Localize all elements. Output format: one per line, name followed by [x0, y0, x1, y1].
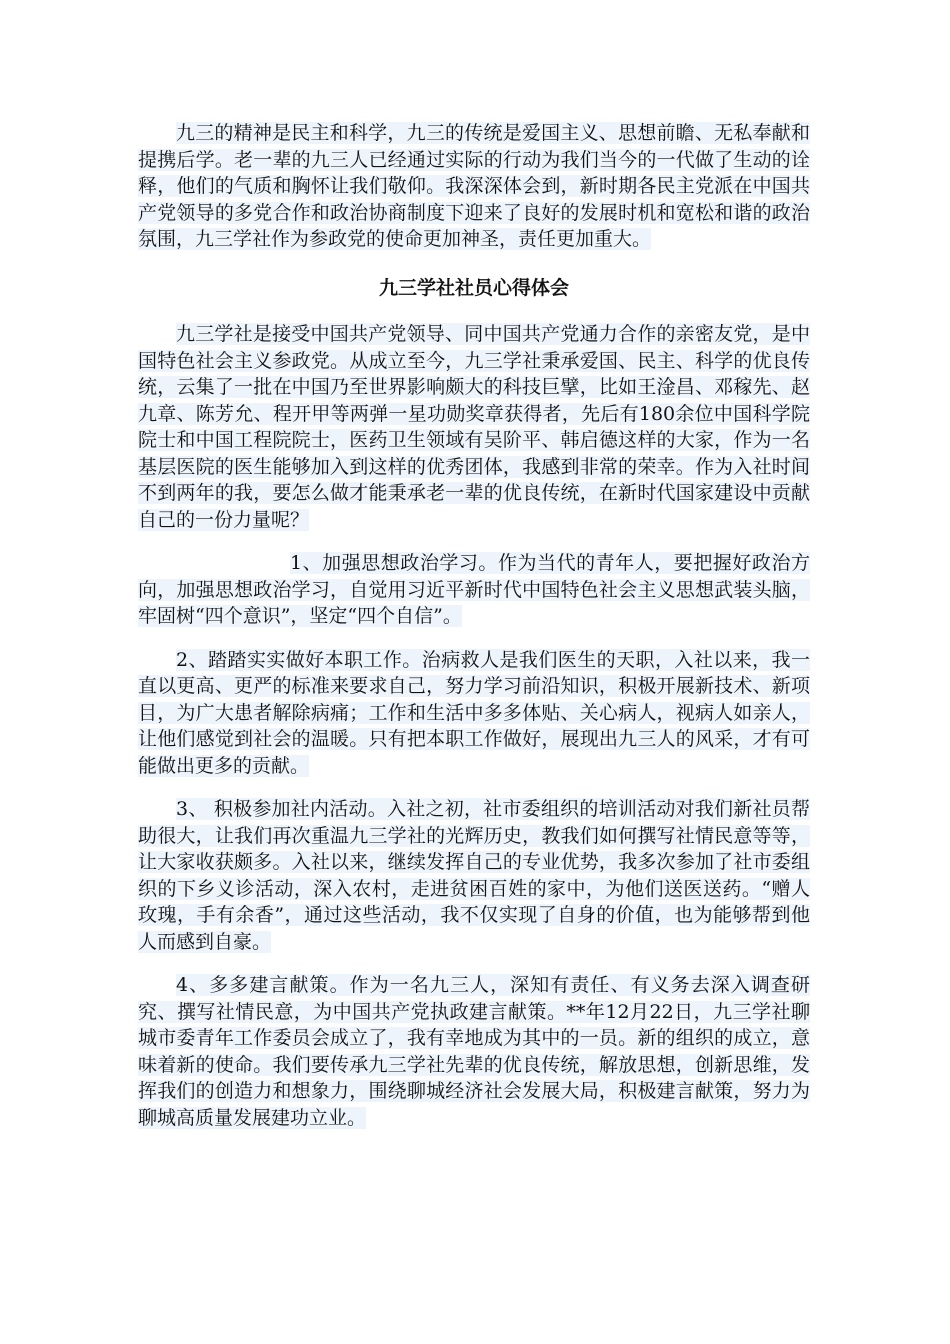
paragraph-point-2-text: 2、踏踏实实做好本职工作。治病救人是我们医生的天职，入社以来，我一直以更高、更严的标准来要求自己，努力学习前沿知识，积极开展新技术、新项目，为广大患者解除病痛；工作和生活中多多体贴、关心病人，视病人如亲人，让他们感觉到社会的温暖。只有把本职工作做好，展现出九三人的风采，才有可能做出更多的贡献。	[138, 648, 810, 777]
intro-paragraph-text: 九三的精神是民主和科学，九三的传统是爱国主义、思想前瞻、无私奉献和提携后学。老一辈的九三人已经通过实际的行动为我们当今的一代做了生动的诠释，他们的气质和胸怀让我们敬仰。我深深体会到，新时期各民主党派在中国共产党领导的多党合作和政治协商制度下迎来了良好的发展时机和宽松和谐的政治氛围，九三学社作为参政党的使命更加神圣，责任更加重大。	[138, 122, 810, 250]
paragraph-point-3-text: 3、 积极参加社内活动。入社之初，社市委组织的培训活动对我们新社员帮助很大，让我们再次重温九三学社的光辉历史，教我们如何撰写社情民意等等，让大家收获颇多。入社以来，继续发挥自己的专业优势，我多次参加了社市委组织的下乡义诊活动，深入农村，走进贫困百姓的家中，为他们送医送药。“赠人玫瑰，手有余香”，通过这些活动，我不仅实现了自身的价值，也为能够帮到他人而感到自豪。	[138, 798, 810, 953]
paragraph-point-4-text: 4、多多建言献策。作为一名九三人，深知有责任、有义务去深入调查研究、撰写社情民意，为中国共产党执政建言献策。**年12月22日，九三学社聊城市委青年工作委员会成立了，我有幸地成为其中的一员。新的组织的成立，意味着新的使命。我们要传承九三学社先辈的优良传统，解放思想，创新思维，发挥我们的创造力和想象力，围绕聊城经济社会发展大局，积极建言献策，努力为聊城高质量发展建功立业。	[138, 974, 810, 1129]
paragraph-overview	[138, 321, 810, 533]
paragraph-point-3	[138, 796, 810, 955]
paragraph-point-4	[138, 972, 810, 1131]
paragraph-point-2	[138, 647, 810, 780]
section-heading: 九三学社社员心得体会	[378, 276, 569, 299]
document-page	[138, 120, 810, 1131]
paragraph-overview-text: 九三学社是接受中国共产党领导、同中国共产党通力合作的亲密友党，是中国特色社会主义参政党。从成立至今，九三学社秉承爱国、民主、科学的优良传统，云集了一批在中国乃至世界影响颇大的科技巨擘，比如王淦昌、邓稼先、赵九章、陈芳允、程开甲等两弹一星功勋奖章获得者，先后有180余位中国科学院院士和中国工程院院士，医药卫生领域有吴阶平、韩启德这样的大家，作为一名基层医院的医生能够加入到这样的优秀团体，我感到非常的荣幸。作为入社时间不到两年的我，要怎么做才能秉承老一辈的优良传统，在新时代国家建设中贡献自己的一份力量呢？	[138, 323, 810, 531]
paragraph-point-1	[138, 550, 810, 630]
intro-paragraph	[138, 120, 810, 253]
paragraph-point-1-text: 1、加强思想政治学习。作为当代的青年人，要把握好政治方向，加强思想政治学习，自觉用习近平新时代中国特色社会主义思想武装头脑，牢固树“四个意识”，坚定“四个自信”。	[138, 552, 810, 627]
